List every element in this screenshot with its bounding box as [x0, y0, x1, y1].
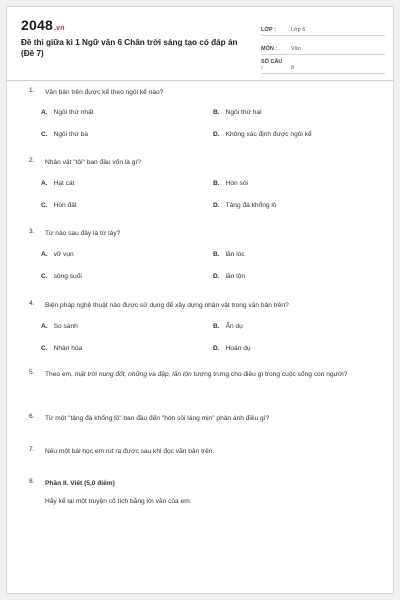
question-3	[29, 228, 381, 239]
meta-count-value: 8	[291, 65, 295, 71]
q4-option-c[interactable]: C. Nhân hóa	[41, 345, 83, 352]
question-number: 1.	[29, 87, 35, 94]
question-number: 2.	[29, 157, 35, 164]
question-number: 5.	[29, 369, 35, 376]
question-2	[29, 157, 381, 168]
q4-option-a[interactable]: A. So sánh	[41, 323, 78, 330]
q4-option-b[interactable]: B. Ẩn dụ	[213, 323, 243, 330]
meta-class-row	[261, 19, 385, 36]
writing-prompt: Hãy kể lại một truyện cổ tích bằng lời văn của em.	[45, 498, 192, 505]
question-text: Nhân vật "tôi" ban đầu vốn là gì?	[45, 159, 141, 166]
question-quote: mặt trời nung đốt, những va đập, lăn lộn	[74, 371, 192, 378]
q3-option-d[interactable]: D. lăn lộn	[213, 273, 246, 280]
exam-sheet	[6, 6, 394, 594]
question-text: Biện pháp nghệ thuật nào được sử dụng để xây dựng nhân vật trong văn bản trên?	[45, 302, 289, 309]
question-number: 6.	[29, 413, 35, 420]
question-number: 3.	[29, 228, 35, 235]
meta-class-label: LỚP :	[261, 27, 276, 33]
question-1	[29, 87, 381, 98]
meta-count-row	[261, 57, 385, 74]
exam-meta	[261, 19, 385, 76]
question-6	[29, 413, 381, 424]
question-5	[29, 369, 381, 380]
q1-option-d[interactable]: D. Không xác định được ngôi kể	[213, 131, 312, 138]
q1-option-a[interactable]: A. Ngôi thứ nhất	[41, 109, 94, 116]
q2-option-b[interactable]: B. Hòn sỏi	[213, 180, 248, 187]
question-number: 4.	[29, 300, 35, 307]
question-text: Từ một "tảng đá khổng lồ" ban đầu đến "hòn sỏi láng mịn" phản ánh điều gì?	[45, 415, 270, 422]
q1-option-c[interactable]: C. Ngôi thứ ba	[41, 131, 89, 138]
question-text: Nêu một bài học em rút ra được sau khi đọc văn bản trên.	[45, 448, 215, 455]
question-number: 8.	[29, 478, 35, 485]
meta-count-label: SỐ CÂU :	[261, 59, 283, 71]
site-logo[interactable]: 2048.vn	[21, 17, 65, 33]
q2-option-a[interactable]: A. Hạt cát	[41, 180, 75, 187]
q3-option-c[interactable]: C. sông suối	[41, 273, 82, 280]
meta-subject-label: MÔN :	[261, 46, 278, 52]
question-number: 7.	[29, 446, 35, 453]
q2-option-c[interactable]: C. Hòn đất	[41, 202, 77, 209]
exam-header	[7, 7, 393, 81]
question-text: Từ nào sau đây là từ láy?	[45, 230, 121, 237]
exam-title: Đề thi giữa kì 1 Ngữ văn 6 Chân trời sáng tạo có đáp án (Đề 7)	[21, 38, 238, 58]
meta-subject-value: Văn	[291, 46, 301, 52]
question-4	[29, 300, 381, 311]
q4-option-d[interactable]: D. Hoán dụ	[213, 345, 251, 352]
question-text: Văn bản trên được kể theo ngôi kể nào?	[45, 89, 164, 96]
meta-class-value: Lớp 6	[291, 27, 306, 33]
question-7	[29, 446, 381, 457]
section-heading: Phần II. Viết (5,0 điểm)	[45, 480, 115, 487]
question-text: Theo em, mặt trời nung đốt, những va đập, lăn lộn tượng trưng cho điều gì trong cuộc sống con người?	[45, 371, 348, 378]
q3-option-b[interactable]: B. lăn lóc	[213, 251, 245, 258]
q2-option-d[interactable]: D. Tảng đá khổng lồ	[213, 202, 277, 209]
meta-subject-row	[261, 38, 385, 55]
q1-option-b[interactable]: B. Ngôi thứ hai	[213, 109, 262, 116]
q3-option-a[interactable]: A. vỡ vụn	[41, 251, 74, 258]
question-8	[29, 478, 381, 489]
